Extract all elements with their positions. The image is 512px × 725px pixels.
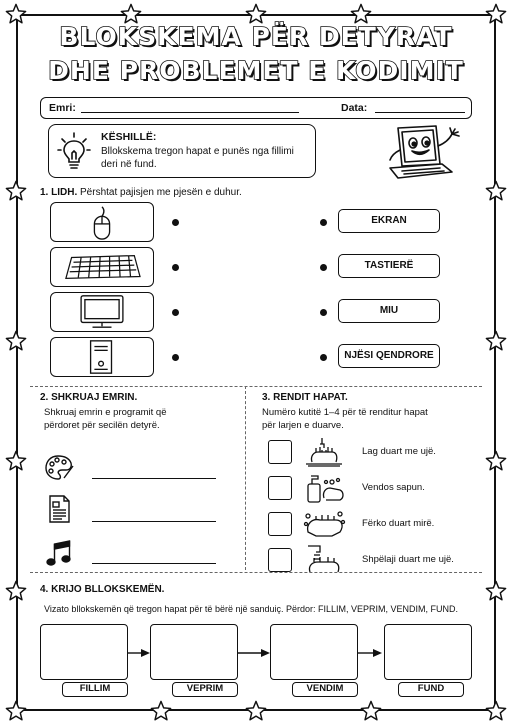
- match-dot-right-3[interactable]: [320, 309, 327, 316]
- match-dot-left-3[interactable]: [172, 309, 179, 316]
- divider: [245, 386, 246, 570]
- device-box-computer-tower[interactable]: [50, 337, 154, 377]
- star-icon: [350, 3, 372, 25]
- section-2-title: [40, 392, 137, 403]
- star-icon: [485, 180, 507, 202]
- section-4-number: 4.: [40, 584, 49, 595]
- flow-label-3: VENDIM: [292, 682, 358, 697]
- star-icon: [5, 180, 27, 202]
- device-box-keyboard[interactable]: [50, 247, 154, 287]
- document-icon: [44, 494, 74, 524]
- divider: [30, 572, 482, 573]
- word-box-3[interactable]: MIU: [338, 299, 440, 323]
- arrow-right-icon: [128, 648, 172, 658]
- divider: [30, 386, 482, 387]
- star-icon: [150, 700, 172, 722]
- date-label: Data:: [341, 102, 368, 114]
- order-box-2[interactable]: [268, 476, 292, 500]
- star-icon: [5, 580, 27, 602]
- step-text-2: Vendos sapun.: [362, 482, 425, 493]
- section-4-instruction: Vizato bllokskemën që tregon hapat për të bërë një sanduiç. Përdor: FILLIM, VEPRIM, VENDIM, FUND.: [44, 604, 459, 614]
- lightbulb-icon: [57, 131, 91, 173]
- name-date-bar: [40, 97, 472, 119]
- section-2-number: 2.: [40, 392, 49, 403]
- section-2-heading: SHKRUAJ EMRIN.: [51, 392, 138, 403]
- monitor-icon: [51, 293, 153, 331]
- star-icon: [245, 700, 267, 722]
- match-dot-right-1[interactable]: [320, 219, 327, 226]
- date-field[interactable]: [375, 112, 465, 113]
- arrow-right-icon: [358, 648, 402, 658]
- star-icon: [5, 330, 27, 352]
- match-dot-left-4[interactable]: [172, 354, 179, 361]
- word-box-2[interactable]: TASTIERË: [338, 254, 440, 278]
- soap-icon: [302, 472, 346, 504]
- star-icon: [5, 3, 27, 25]
- flow-label-4: FUND: [398, 682, 464, 697]
- flow-label-1: FILLIM: [62, 682, 128, 697]
- answer-line-3[interactable]: [92, 563, 216, 564]
- star-icon: [5, 450, 27, 472]
- section-1-heading: LIDH.: [51, 187, 78, 198]
- match-dot-left-1[interactable]: [172, 219, 179, 226]
- section-3-heading: RENDIT HAPAT.: [273, 392, 348, 403]
- section-3-instruction: Numëro kutitë 1–4 për të renditur hapat për larjen e duarve.: [262, 407, 428, 431]
- answer-line-1[interactable]: [92, 478, 216, 479]
- tip-box: [48, 124, 316, 178]
- answer-line-2[interactable]: [92, 521, 216, 522]
- name-label: Emri:: [49, 102, 76, 114]
- section-1-instruction: Përshtat pajisjen me pjesën e duhur.: [80, 187, 242, 198]
- computer-tower-icon: [51, 338, 153, 376]
- match-dot-right-2[interactable]: [320, 264, 327, 271]
- name-field[interactable]: [81, 112, 299, 113]
- star-icon: [485, 3, 507, 25]
- star-icon: [5, 700, 27, 722]
- word-box-1[interactable]: EKRAN: [338, 209, 440, 233]
- step-text-3: Fërko duart mirë.: [362, 518, 435, 529]
- rubbing-hands-icon: [302, 508, 346, 540]
- section-3-title: [262, 392, 348, 403]
- keyboard-icon: [51, 248, 153, 286]
- section-1-title: [40, 187, 242, 198]
- music-notes-icon: [44, 538, 74, 568]
- section-3-number: 3.: [262, 392, 271, 403]
- paint-palette-icon: [44, 452, 74, 482]
- match-dot-left-2[interactable]: [172, 264, 179, 271]
- section-2-instruction: Shkruaj emrin e programit që përdoret për secilën detyrë.: [44, 407, 167, 431]
- star-icon: [485, 330, 507, 352]
- star-icon: [120, 3, 142, 25]
- star-icon: [485, 580, 507, 602]
- laptop-mascot-icon: [380, 124, 466, 182]
- order-box-3[interactable]: [268, 512, 292, 536]
- page-title-line-1: BLOKSKEMA PËR DETYRAT: [59, 22, 453, 51]
- star-icon: [485, 450, 507, 472]
- star-icon: [360, 700, 382, 722]
- word-box-4[interactable]: NJËSI QENDRORE: [338, 344, 440, 368]
- star-icon: [245, 3, 267, 25]
- wet-hands-icon: [302, 436, 346, 468]
- arrow-right-icon: [238, 648, 282, 658]
- flow-box-3[interactable]: [270, 624, 358, 680]
- device-box-monitor[interactable]: [50, 292, 154, 332]
- step-text-4: Shpëlaji duart me ujë.: [362, 554, 454, 565]
- flow-box-1[interactable]: [40, 624, 128, 680]
- tip-text: Bllokskema tregon hapat e punës nga fillimi deri në fund.: [101, 146, 294, 170]
- star-icon: [485, 700, 507, 722]
- match-dot-right-4[interactable]: [320, 354, 327, 361]
- tip-heading: KËSHILLË:: [101, 131, 157, 143]
- section-4-heading: KRIJO BLLOKSKEMËN.: [51, 584, 165, 595]
- mouse-icon: [51, 203, 153, 241]
- order-box-1[interactable]: [268, 440, 292, 464]
- order-box-4[interactable]: [268, 548, 292, 572]
- section-1-number: 1.: [40, 187, 49, 198]
- step-text-1: Lag duart me ujë.: [362, 446, 436, 457]
- page-title-line-2: DHE PROBLEMET E KODIMIT: [48, 56, 464, 85]
- section-4-title: [40, 584, 164, 595]
- flow-label-2: VEPRIM: [172, 682, 238, 697]
- device-box-mouse[interactable]: [50, 202, 154, 242]
